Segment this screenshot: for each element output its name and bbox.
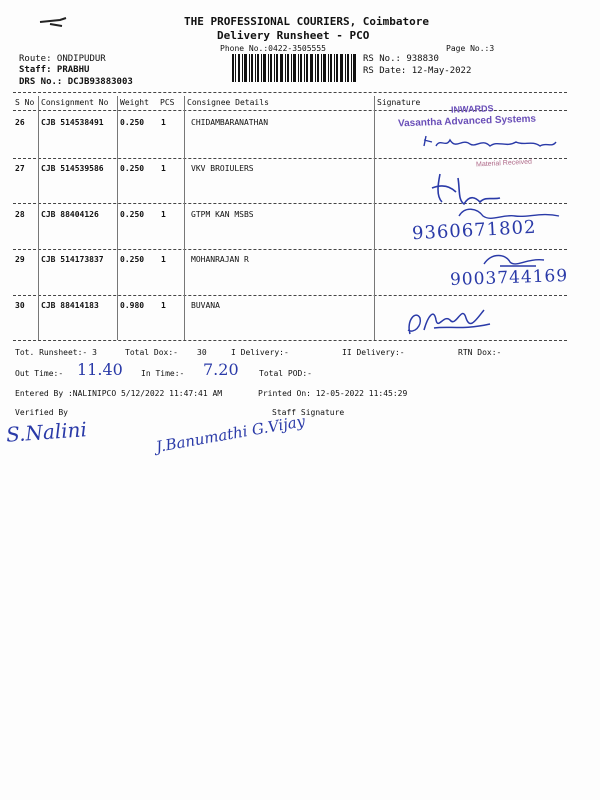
- row-sno: 30: [15, 301, 25, 310]
- signature-row27: [430, 170, 510, 210]
- staff: Staff: PRABHU: [19, 65, 90, 75]
- signature-row29: [480, 250, 550, 270]
- total-pod: Total POD:-: [259, 369, 312, 378]
- col-header-signature: Signature: [377, 98, 421, 107]
- route: Route: ONDIPUDUR: [19, 54, 106, 64]
- rtn-dox: RTN Dox:-: [458, 348, 502, 357]
- table-bottom-rule: [13, 340, 567, 341]
- row-sno: 27: [15, 164, 25, 173]
- out-time-handwritten: 11.40: [77, 360, 123, 379]
- row-weight: 0.250: [120, 255, 145, 264]
- row-pcs: 1: [161, 301, 166, 310]
- total-runsheet: Tot. Runsheet:- 3: [15, 348, 97, 357]
- verified-by-label: Verified By: [15, 408, 68, 417]
- total-dox-value: 30: [197, 348, 207, 357]
- row-sno: 28: [15, 210, 25, 219]
- row-consignment: CJB 514173837: [41, 255, 104, 264]
- page-number: Page No.:3: [446, 44, 495, 53]
- col-header-pcs: PCS: [160, 98, 175, 107]
- row-pcs: 1: [161, 118, 166, 127]
- column-divider: [117, 96, 118, 340]
- printed-on: Printed On: 12-05-2022 11:45:29: [258, 389, 408, 398]
- row-weight: 0.980: [120, 301, 145, 310]
- entered-by: Entered By :NALINIPCO 5/12/2022 11:47:41 AM: [15, 389, 223, 398]
- i-delivery: I Delivery:-: [231, 348, 289, 357]
- row-consignment: CJB 514539586: [41, 164, 104, 173]
- handwritten-phone-row29: 9003744169: [449, 265, 569, 291]
- row-consignee: GTPM KAN MSBS: [191, 210, 254, 219]
- row-rule: [13, 295, 567, 296]
- column-divider: [38, 96, 39, 340]
- row-consignee: BUVANA: [191, 301, 220, 310]
- row-consignment: CJB 514538491: [41, 118, 104, 127]
- total-dox-label: Total Dox:-: [125, 348, 178, 357]
- row-consignment: CJB 88404126: [41, 210, 99, 219]
- stamp-received: Material Received: [475, 158, 533, 169]
- handwritten-phone-row28: 9360671802: [411, 216, 537, 245]
- stamp-company: Vasantha Advanced Systems: [397, 113, 537, 130]
- signature-row26: [420, 128, 560, 162]
- col-header-weight: Weight: [120, 98, 149, 107]
- barcode: [232, 54, 357, 82]
- row-weight: 0.250: [120, 118, 145, 127]
- row-weight: 0.250: [120, 164, 145, 173]
- row-weight: 0.250: [120, 210, 145, 219]
- in-time-label: In Time:-: [141, 369, 185, 378]
- row-consignee: VKV BROIULERS: [191, 164, 254, 173]
- staff-signature-label: Staff Signature: [272, 408, 345, 417]
- phone-number: Phone No.:0422-3505555: [220, 44, 326, 53]
- signature-row30: [404, 300, 494, 342]
- row-rule: [13, 249, 567, 250]
- column-divider: [184, 96, 185, 340]
- row-pcs: 1: [161, 164, 166, 173]
- row-consignee: MOHANRAJAN R: [191, 255, 249, 264]
- row-rule: [13, 203, 567, 204]
- row-consignment: CJB 88414183: [41, 301, 99, 310]
- runsheet-title: Delivery Runsheet - PCO: [217, 29, 370, 42]
- column-divider: [374, 96, 375, 340]
- courier-logo: [38, 16, 78, 36]
- row-pcs: 1: [161, 210, 166, 219]
- signature-row28: [455, 204, 565, 224]
- col-header-consignee: Consignee Details: [187, 98, 269, 107]
- row-consignee: CHIDAMBARANATHAN: [191, 118, 269, 127]
- col-header-sno: S No: [15, 98, 35, 107]
- table-top-rule: [13, 92, 567, 93]
- in-time-handwritten: 7.20: [203, 360, 239, 379]
- row-pcs: 1: [161, 255, 166, 264]
- drs-number: DRS No.: DCJB93883003: [19, 77, 133, 87]
- stamp-inwards: INWARDS: [450, 103, 494, 115]
- row-sno: 26: [15, 118, 25, 127]
- rs-date: RS Date: 12-May-2022: [363, 66, 472, 76]
- verifier-signature: S.Nalini: [5, 417, 88, 447]
- ii-delivery: II Delivery:-: [342, 348, 405, 357]
- row-sno: 29: [15, 255, 25, 264]
- staff-signature: J.Banumathi G.Vijay: [154, 412, 307, 456]
- col-header-consignment: Consignment No: [41, 98, 109, 107]
- company-title: THE PROFESSIONAL COURIERS, Coimbatore: [184, 15, 430, 28]
- row-rule: [13, 158, 567, 159]
- out-time-label: Out Time:-: [15, 369, 64, 378]
- header-bottom-rule: [13, 110, 567, 111]
- rs-number: RS No.: 938830: [363, 54, 439, 64]
